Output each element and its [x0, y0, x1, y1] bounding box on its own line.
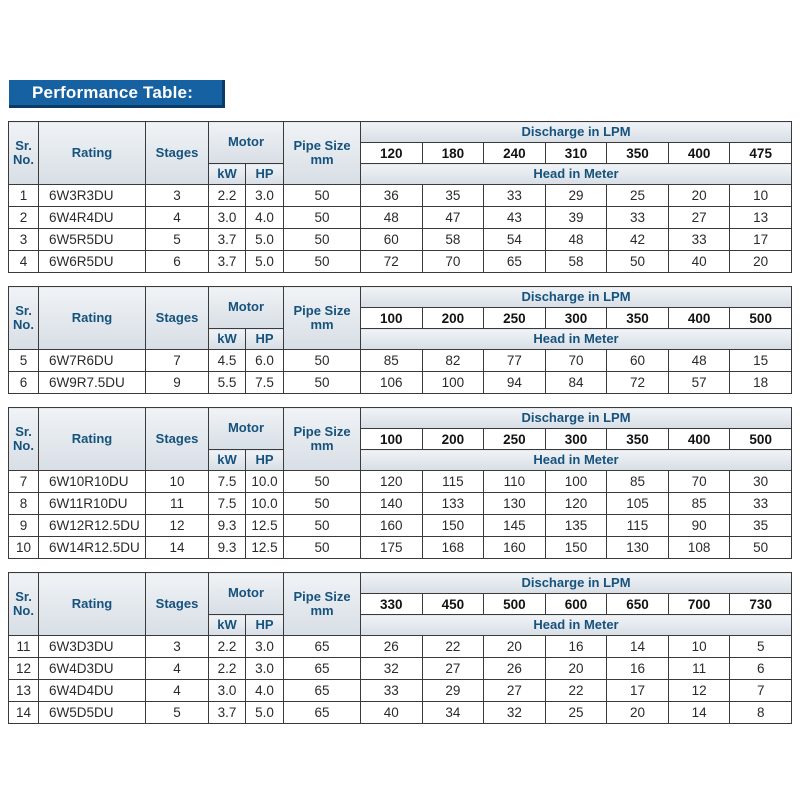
- head-cell: 48: [668, 350, 730, 372]
- rating-header: Rating: [39, 287, 146, 350]
- head-in-meter-header: Head in Meter: [361, 164, 792, 185]
- kw-cell: 3.0: [209, 680, 246, 702]
- header-row-top: [9, 122, 792, 143]
- hp-header: HP: [246, 329, 284, 350]
- stages-cell: 5: [146, 229, 209, 251]
- stages-cell: 6: [146, 251, 209, 273]
- performance-table-4: [8, 572, 792, 724]
- head-cell: 26: [361, 636, 423, 658]
- discharge-value: 350: [607, 143, 669, 164]
- kw-cell: 4.5: [209, 350, 246, 372]
- page-title: Performance Table:: [9, 80, 225, 108]
- head-cell: 10: [668, 636, 730, 658]
- head-cell: 39: [545, 207, 607, 229]
- head-cell: 35: [422, 185, 484, 207]
- head-cell: 33: [607, 207, 669, 229]
- discharge-in-lpm-header: Discharge in LPM: [361, 408, 792, 429]
- stages-cell: 3: [146, 636, 209, 658]
- table-row: [9, 251, 792, 273]
- kw-cell: 3.7: [209, 702, 246, 724]
- rating-cell: 6W12R12.5DU: [39, 515, 146, 537]
- head-cell: 70: [545, 350, 607, 372]
- kw-header: kW: [209, 615, 246, 636]
- hp-cell: 4.0: [246, 207, 284, 229]
- head-cell: 20: [484, 636, 546, 658]
- hp-cell: 12.5: [246, 515, 284, 537]
- head-cell: 130: [484, 493, 546, 515]
- table-row: [9, 185, 792, 207]
- head-cell: 105: [607, 493, 669, 515]
- discharge-value: 600: [545, 594, 607, 615]
- discharge-value: 100: [361, 429, 423, 450]
- head-cell: 85: [361, 350, 423, 372]
- discharge-in-lpm-header: Discharge in LPM: [361, 122, 792, 143]
- performance-table-3: [8, 407, 792, 559]
- sr-no-header: Sr. No.: [9, 573, 39, 636]
- rating-header: Rating: [39, 122, 146, 185]
- kw-cell: 3.0: [209, 207, 246, 229]
- head-cell: 130: [607, 537, 669, 559]
- hp-cell: 3.0: [246, 185, 284, 207]
- kw-cell: 9.3: [209, 537, 246, 559]
- kw-cell: 7.5: [209, 471, 246, 493]
- rating-cell: 6W5R5DU: [39, 229, 146, 251]
- rating-cell: 6W3D3DU: [39, 636, 146, 658]
- discharge-value: 650: [607, 594, 669, 615]
- rating-cell: 6W10R10DU: [39, 471, 146, 493]
- head-cell: 33: [668, 229, 730, 251]
- sr-no-cell: 11: [9, 636, 39, 658]
- table-row: [9, 636, 792, 658]
- head-cell: 11: [668, 658, 730, 680]
- table-row: [9, 207, 792, 229]
- head-cell: 72: [361, 251, 423, 273]
- motor-header: Motor: [209, 408, 284, 450]
- kw-header: kW: [209, 450, 246, 471]
- head-cell: 17: [730, 229, 792, 251]
- sr-no-cell: 1: [9, 185, 39, 207]
- head-cell: 7: [730, 680, 792, 702]
- discharge-value: 400: [668, 308, 730, 329]
- head-cell: 50: [607, 251, 669, 273]
- discharge-value: 300: [545, 308, 607, 329]
- stages-cell: 7: [146, 350, 209, 372]
- hp-cell: 5.0: [246, 251, 284, 273]
- stages-cell: 12: [146, 515, 209, 537]
- head-cell: 84: [545, 372, 607, 394]
- discharge-value: 100: [361, 308, 423, 329]
- discharge-value: 475: [730, 143, 792, 164]
- head-cell: 25: [607, 185, 669, 207]
- kw-header: kW: [209, 164, 246, 185]
- head-cell: 14: [668, 702, 730, 724]
- discharge-value: 180: [422, 143, 484, 164]
- discharge-value: 730: [730, 594, 792, 615]
- head-cell: 175: [361, 537, 423, 559]
- stages-cell: 4: [146, 658, 209, 680]
- head-cell: 34: [422, 702, 484, 724]
- sr-no-header: Sr. No.: [9, 408, 39, 471]
- sr-no-cell: 2: [9, 207, 39, 229]
- hp-cell: 10.0: [246, 471, 284, 493]
- head-cell: 12: [668, 680, 730, 702]
- discharge-value: 500: [484, 594, 546, 615]
- pipe-size-cell: 50: [284, 471, 361, 493]
- head-cell: 32: [484, 702, 546, 724]
- stages-header: Stages: [146, 573, 209, 636]
- head-cell: 135: [545, 515, 607, 537]
- rating-cell: 6W9R7.5DU: [39, 372, 146, 394]
- head-cell: 26: [484, 658, 546, 680]
- hp-cell: 10.0: [246, 493, 284, 515]
- head-cell: 48: [361, 207, 423, 229]
- head-cell: 30: [730, 471, 792, 493]
- kw-cell: 3.7: [209, 229, 246, 251]
- rating-cell: 6W4D3DU: [39, 658, 146, 680]
- table-row: [9, 493, 792, 515]
- head-cell: 6: [730, 658, 792, 680]
- head-cell: 82: [422, 350, 484, 372]
- sr-no-cell: 10: [9, 537, 39, 559]
- head-cell: 15: [730, 350, 792, 372]
- discharge-value: 250: [484, 429, 546, 450]
- head-cell: 17: [607, 680, 669, 702]
- sr-no-cell: 6: [9, 372, 39, 394]
- pipe-size-header: Pipe Size mm: [284, 573, 361, 636]
- discharge-value: 400: [668, 143, 730, 164]
- rating-cell: 6W6R5DU: [39, 251, 146, 273]
- rating-header: Rating: [39, 408, 146, 471]
- discharge-value: 330: [361, 594, 423, 615]
- hp-cell: 7.5: [246, 372, 284, 394]
- table-row: [9, 537, 792, 559]
- head-cell: 70: [668, 471, 730, 493]
- table-row: [9, 471, 792, 493]
- performance-table-2: [8, 286, 792, 394]
- sr-no-header: Sr. No.: [9, 122, 39, 185]
- sr-no-cell: 5: [9, 350, 39, 372]
- kw-cell: 2.2: [209, 185, 246, 207]
- head-cell: 77: [484, 350, 546, 372]
- head-cell: 43: [484, 207, 546, 229]
- performance-table-1: [8, 121, 792, 273]
- rating-cell: 6W4D4DU: [39, 680, 146, 702]
- head-cell: 120: [361, 471, 423, 493]
- pipe-size-cell: 50: [284, 207, 361, 229]
- head-cell: 29: [545, 185, 607, 207]
- table-row: [9, 350, 792, 372]
- head-cell: 48: [545, 229, 607, 251]
- rating-header: Rating: [39, 573, 146, 636]
- head-cell: 40: [361, 702, 423, 724]
- head-cell: 160: [361, 515, 423, 537]
- hp-cell: 12.5: [246, 537, 284, 559]
- table-row: [9, 515, 792, 537]
- hp-cell: 4.0: [246, 680, 284, 702]
- rating-cell: 6W4R4DU: [39, 207, 146, 229]
- pipe-size-cell: 50: [284, 537, 361, 559]
- kw-cell: 2.2: [209, 636, 246, 658]
- pipe-size-cell: 50: [284, 185, 361, 207]
- stages-header: Stages: [146, 287, 209, 350]
- tables-container: [8, 121, 792, 737]
- kw-cell: 9.3: [209, 515, 246, 537]
- pipe-size-header: Pipe Size mm: [284, 287, 361, 350]
- pipe-size-cell: 65: [284, 658, 361, 680]
- head-cell: 32: [361, 658, 423, 680]
- stages-cell: 4: [146, 680, 209, 702]
- table-row: [9, 658, 792, 680]
- head-cell: 14: [607, 636, 669, 658]
- head-cell: 20: [607, 702, 669, 724]
- head-cell: 20: [668, 185, 730, 207]
- discharge-value: 240: [484, 143, 546, 164]
- discharge-value: 300: [545, 429, 607, 450]
- pipe-size-header: Pipe Size mm: [284, 408, 361, 471]
- head-cell: 106: [361, 372, 423, 394]
- head-in-meter-header: Head in Meter: [361, 450, 792, 471]
- head-cell: 168: [422, 537, 484, 559]
- head-cell: 133: [422, 493, 484, 515]
- stages-cell: 10: [146, 471, 209, 493]
- kw-cell: 3.7: [209, 251, 246, 273]
- head-cell: 65: [484, 251, 546, 273]
- pipe-size-cell: 50: [284, 229, 361, 251]
- pipe-size-cell: 50: [284, 493, 361, 515]
- head-cell: 140: [361, 493, 423, 515]
- sr-no-cell: 14: [9, 702, 39, 724]
- head-cell: 36: [361, 185, 423, 207]
- discharge-value: 200: [422, 429, 484, 450]
- discharge-value: 500: [730, 308, 792, 329]
- stages-cell: 11: [146, 493, 209, 515]
- head-cell: 72: [607, 372, 669, 394]
- head-cell: 85: [668, 493, 730, 515]
- sr-no-cell: 3: [9, 229, 39, 251]
- hp-header: HP: [246, 615, 284, 636]
- stages-cell: 14: [146, 537, 209, 559]
- head-cell: 40: [668, 251, 730, 273]
- discharge-value: 400: [668, 429, 730, 450]
- head-cell: 35: [730, 515, 792, 537]
- head-cell: 27: [484, 680, 546, 702]
- hp-cell: 5.0: [246, 229, 284, 251]
- head-cell: 90: [668, 515, 730, 537]
- head-cell: 22: [545, 680, 607, 702]
- hp-cell: 6.0: [246, 350, 284, 372]
- head-in-meter-header: Head in Meter: [361, 329, 792, 350]
- pipe-size-cell: 50: [284, 515, 361, 537]
- head-cell: 20: [730, 251, 792, 273]
- discharge-value: 450: [422, 594, 484, 615]
- stages-cell: 3: [146, 185, 209, 207]
- head-cell: 54: [484, 229, 546, 251]
- pipe-size-cell: 65: [284, 680, 361, 702]
- head-cell: 108: [668, 537, 730, 559]
- head-cell: 120: [545, 493, 607, 515]
- head-cell: 145: [484, 515, 546, 537]
- head-cell: 33: [730, 493, 792, 515]
- hp-cell: 3.0: [246, 658, 284, 680]
- pipe-size-cell: 50: [284, 372, 361, 394]
- stages-header: Stages: [146, 408, 209, 471]
- head-cell: 22: [422, 636, 484, 658]
- pipe-size-cell: 50: [284, 251, 361, 273]
- header-row-top: [9, 287, 792, 308]
- pipe-size-cell: 50: [284, 350, 361, 372]
- head-cell: 70: [422, 251, 484, 273]
- rating-cell: 6W7R6DU: [39, 350, 146, 372]
- stages-cell: 9: [146, 372, 209, 394]
- head-cell: 8: [730, 702, 792, 724]
- head-cell: 94: [484, 372, 546, 394]
- sr-no-cell: 7: [9, 471, 39, 493]
- discharge-value: 120: [361, 143, 423, 164]
- head-cell: 100: [545, 471, 607, 493]
- discharge-in-lpm-header: Discharge in LPM: [361, 573, 792, 594]
- table-row: [9, 680, 792, 702]
- header-row-top: [9, 408, 792, 429]
- discharge-value: 250: [484, 308, 546, 329]
- discharge-value: 350: [607, 429, 669, 450]
- motor-header: Motor: [209, 287, 284, 329]
- head-cell: 47: [422, 207, 484, 229]
- header-row-top: [9, 573, 792, 594]
- rating-cell: 6W14R12.5DU: [39, 537, 146, 559]
- discharge-value: 500: [730, 429, 792, 450]
- sr-no-cell: 12: [9, 658, 39, 680]
- head-cell: 57: [668, 372, 730, 394]
- hp-header: HP: [246, 164, 284, 185]
- head-cell: 25: [545, 702, 607, 724]
- head-cell: 60: [361, 229, 423, 251]
- kw-cell: 5.5: [209, 372, 246, 394]
- discharge-value: 700: [668, 594, 730, 615]
- head-cell: 16: [607, 658, 669, 680]
- head-cell: 60: [607, 350, 669, 372]
- head-cell: 85: [607, 471, 669, 493]
- pipe-size-cell: 65: [284, 702, 361, 724]
- head-cell: 115: [607, 515, 669, 537]
- head-cell: 150: [422, 515, 484, 537]
- sr-no-cell: 13: [9, 680, 39, 702]
- hp-cell: 3.0: [246, 636, 284, 658]
- sr-no-cell: 8: [9, 493, 39, 515]
- head-cell: 18: [730, 372, 792, 394]
- discharge-value: 350: [607, 308, 669, 329]
- sr-no-cell: 9: [9, 515, 39, 537]
- head-in-meter-header: Head in Meter: [361, 615, 792, 636]
- head-cell: 110: [484, 471, 546, 493]
- sr-no-header: Sr. No.: [9, 287, 39, 350]
- head-cell: 160: [484, 537, 546, 559]
- head-cell: 33: [361, 680, 423, 702]
- hp-header: HP: [246, 450, 284, 471]
- discharge-value: 310: [545, 143, 607, 164]
- head-cell: 150: [545, 537, 607, 559]
- head-cell: 5: [730, 636, 792, 658]
- head-cell: 20: [545, 658, 607, 680]
- kw-header: kW: [209, 329, 246, 350]
- kw-cell: 7.5: [209, 493, 246, 515]
- head-cell: 115: [422, 471, 484, 493]
- head-cell: 16: [545, 636, 607, 658]
- sr-no-cell: 4: [9, 251, 39, 273]
- head-cell: 58: [545, 251, 607, 273]
- stages-header: Stages: [146, 122, 209, 185]
- head-cell: 27: [668, 207, 730, 229]
- hp-cell: 5.0: [246, 702, 284, 724]
- discharge-in-lpm-header: Discharge in LPM: [361, 287, 792, 308]
- head-cell: 58: [422, 229, 484, 251]
- pipe-size-cell: 65: [284, 636, 361, 658]
- table-row: [9, 372, 792, 394]
- stages-cell: 5: [146, 702, 209, 724]
- stages-cell: 4: [146, 207, 209, 229]
- rating-cell: 6W3R3DU: [39, 185, 146, 207]
- kw-cell: 2.2: [209, 658, 246, 680]
- head-cell: 29: [422, 680, 484, 702]
- table-row: [9, 229, 792, 251]
- head-cell: 100: [422, 372, 484, 394]
- head-cell: 27: [422, 658, 484, 680]
- head-cell: 10: [730, 185, 792, 207]
- head-cell: 50: [730, 537, 792, 559]
- discharge-value: 200: [422, 308, 484, 329]
- head-cell: 42: [607, 229, 669, 251]
- motor-header: Motor: [209, 573, 284, 615]
- head-cell: 33: [484, 185, 546, 207]
- head-cell: 13: [730, 207, 792, 229]
- rating-cell: 6W5D5DU: [39, 702, 146, 724]
- motor-header: Motor: [209, 122, 284, 164]
- pipe-size-header: Pipe Size mm: [284, 122, 361, 185]
- rating-cell: 6W11R10DU: [39, 493, 146, 515]
- table-row: [9, 702, 792, 724]
